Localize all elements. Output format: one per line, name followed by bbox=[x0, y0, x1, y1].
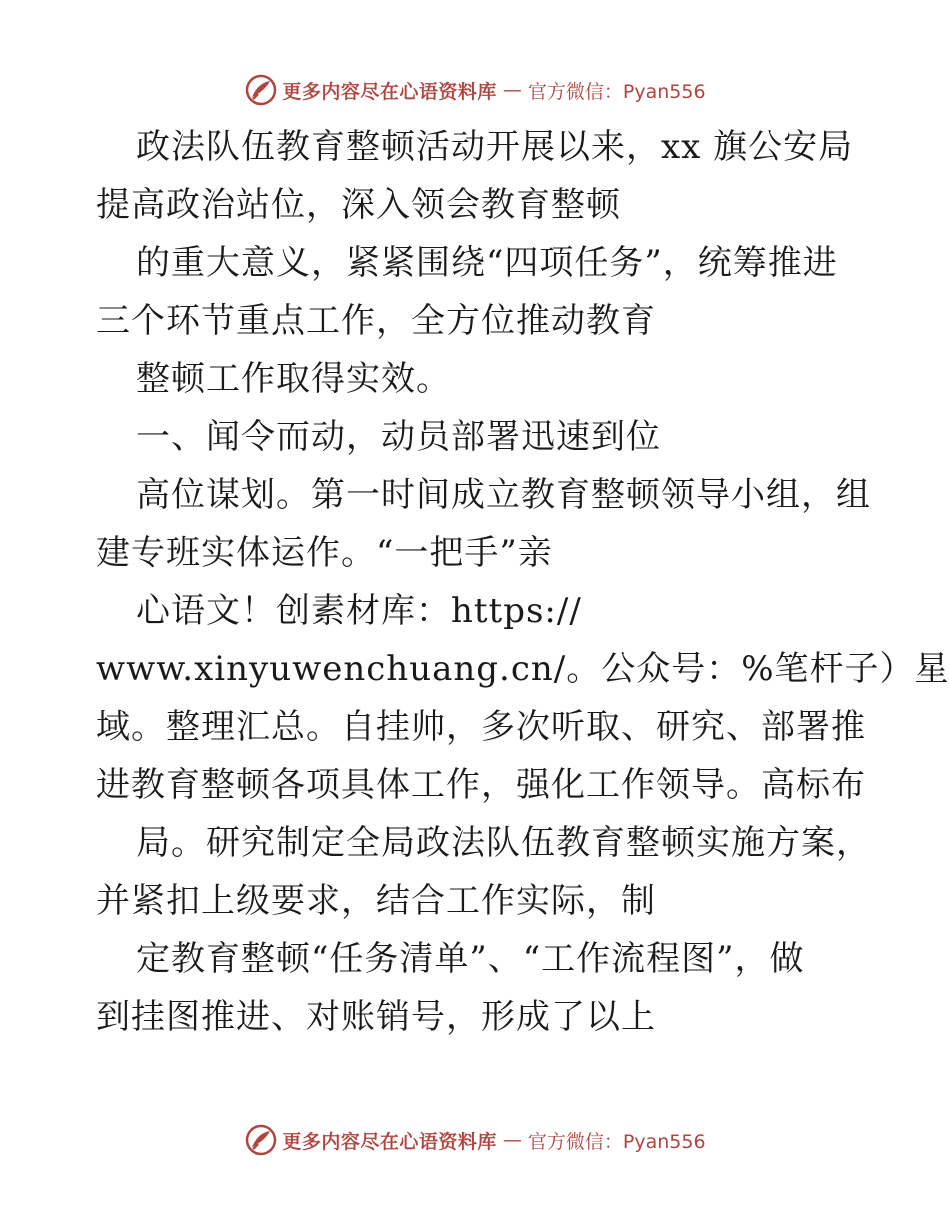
text-line: 建专班实体运作。“一把手”亲 bbox=[96, 533, 553, 573]
header-banner bbox=[0, 70, 950, 110]
banner-wechat: 官方微信：Pyan556 bbox=[527, 80, 706, 103]
banner-content bbox=[244, 73, 705, 107]
pen-logo-icon bbox=[244, 1123, 278, 1157]
banner-wechat: 官方微信：Pyan556 bbox=[527, 1130, 706, 1153]
text-line: 心语文！创素材库：https:// bbox=[136, 591, 582, 631]
banner-title: 更多内容尽在心语资料库 bbox=[282, 1130, 497, 1153]
text-line: 三个环节重点工作，全方位推动教育 bbox=[96, 301, 656, 341]
document-body bbox=[96, 118, 950, 1046]
banner-dash: — bbox=[502, 79, 522, 101]
text-line: 的重大意义，紧紧围绕“四项任务”，统筹推进 bbox=[136, 243, 838, 283]
text-line: 并紧扣上级要求，结合工作实际，制 bbox=[96, 881, 656, 921]
text-line: 域。整理汇总。自挂帅，多次听取、研究、部署推 bbox=[96, 707, 866, 747]
text-line: 高位谋划。第一时间成立教育整顿领导小组，组 bbox=[136, 475, 871, 515]
text-line: 整顿工作取得实效。 bbox=[136, 359, 451, 399]
banner-content bbox=[244, 1123, 705, 1157]
text-line: 进教育整顿各项具体工作，强化工作领导。高标布 bbox=[96, 765, 866, 805]
text-line: 局。研究制定全局政法队伍教育整顿实施方案， bbox=[136, 823, 871, 863]
text-line: 到挂图推进、对账销号，形成了以上 bbox=[96, 997, 656, 1037]
section-heading: 一、闻令而动，动员部署迅速到位 bbox=[136, 417, 661, 457]
banner-title: 更多内容尽在心语资料库 bbox=[282, 80, 497, 103]
text-line: 政法队伍教育整顿活动开展以来，xx 旗公安局 bbox=[136, 127, 854, 167]
banner-dash: — bbox=[502, 1129, 522, 1151]
text-line: www.xinyuwenchuang.cn/。公众号：%笔杆子）星 bbox=[96, 649, 950, 689]
footer-banner bbox=[0, 1120, 950, 1160]
pen-logo-icon bbox=[244, 73, 278, 107]
text-line: 定教育整顿“任务清单”、“工作流程图”，做 bbox=[136, 939, 805, 979]
text-line: 提高政治站位，深入领会教育整顿 bbox=[96, 185, 621, 225]
